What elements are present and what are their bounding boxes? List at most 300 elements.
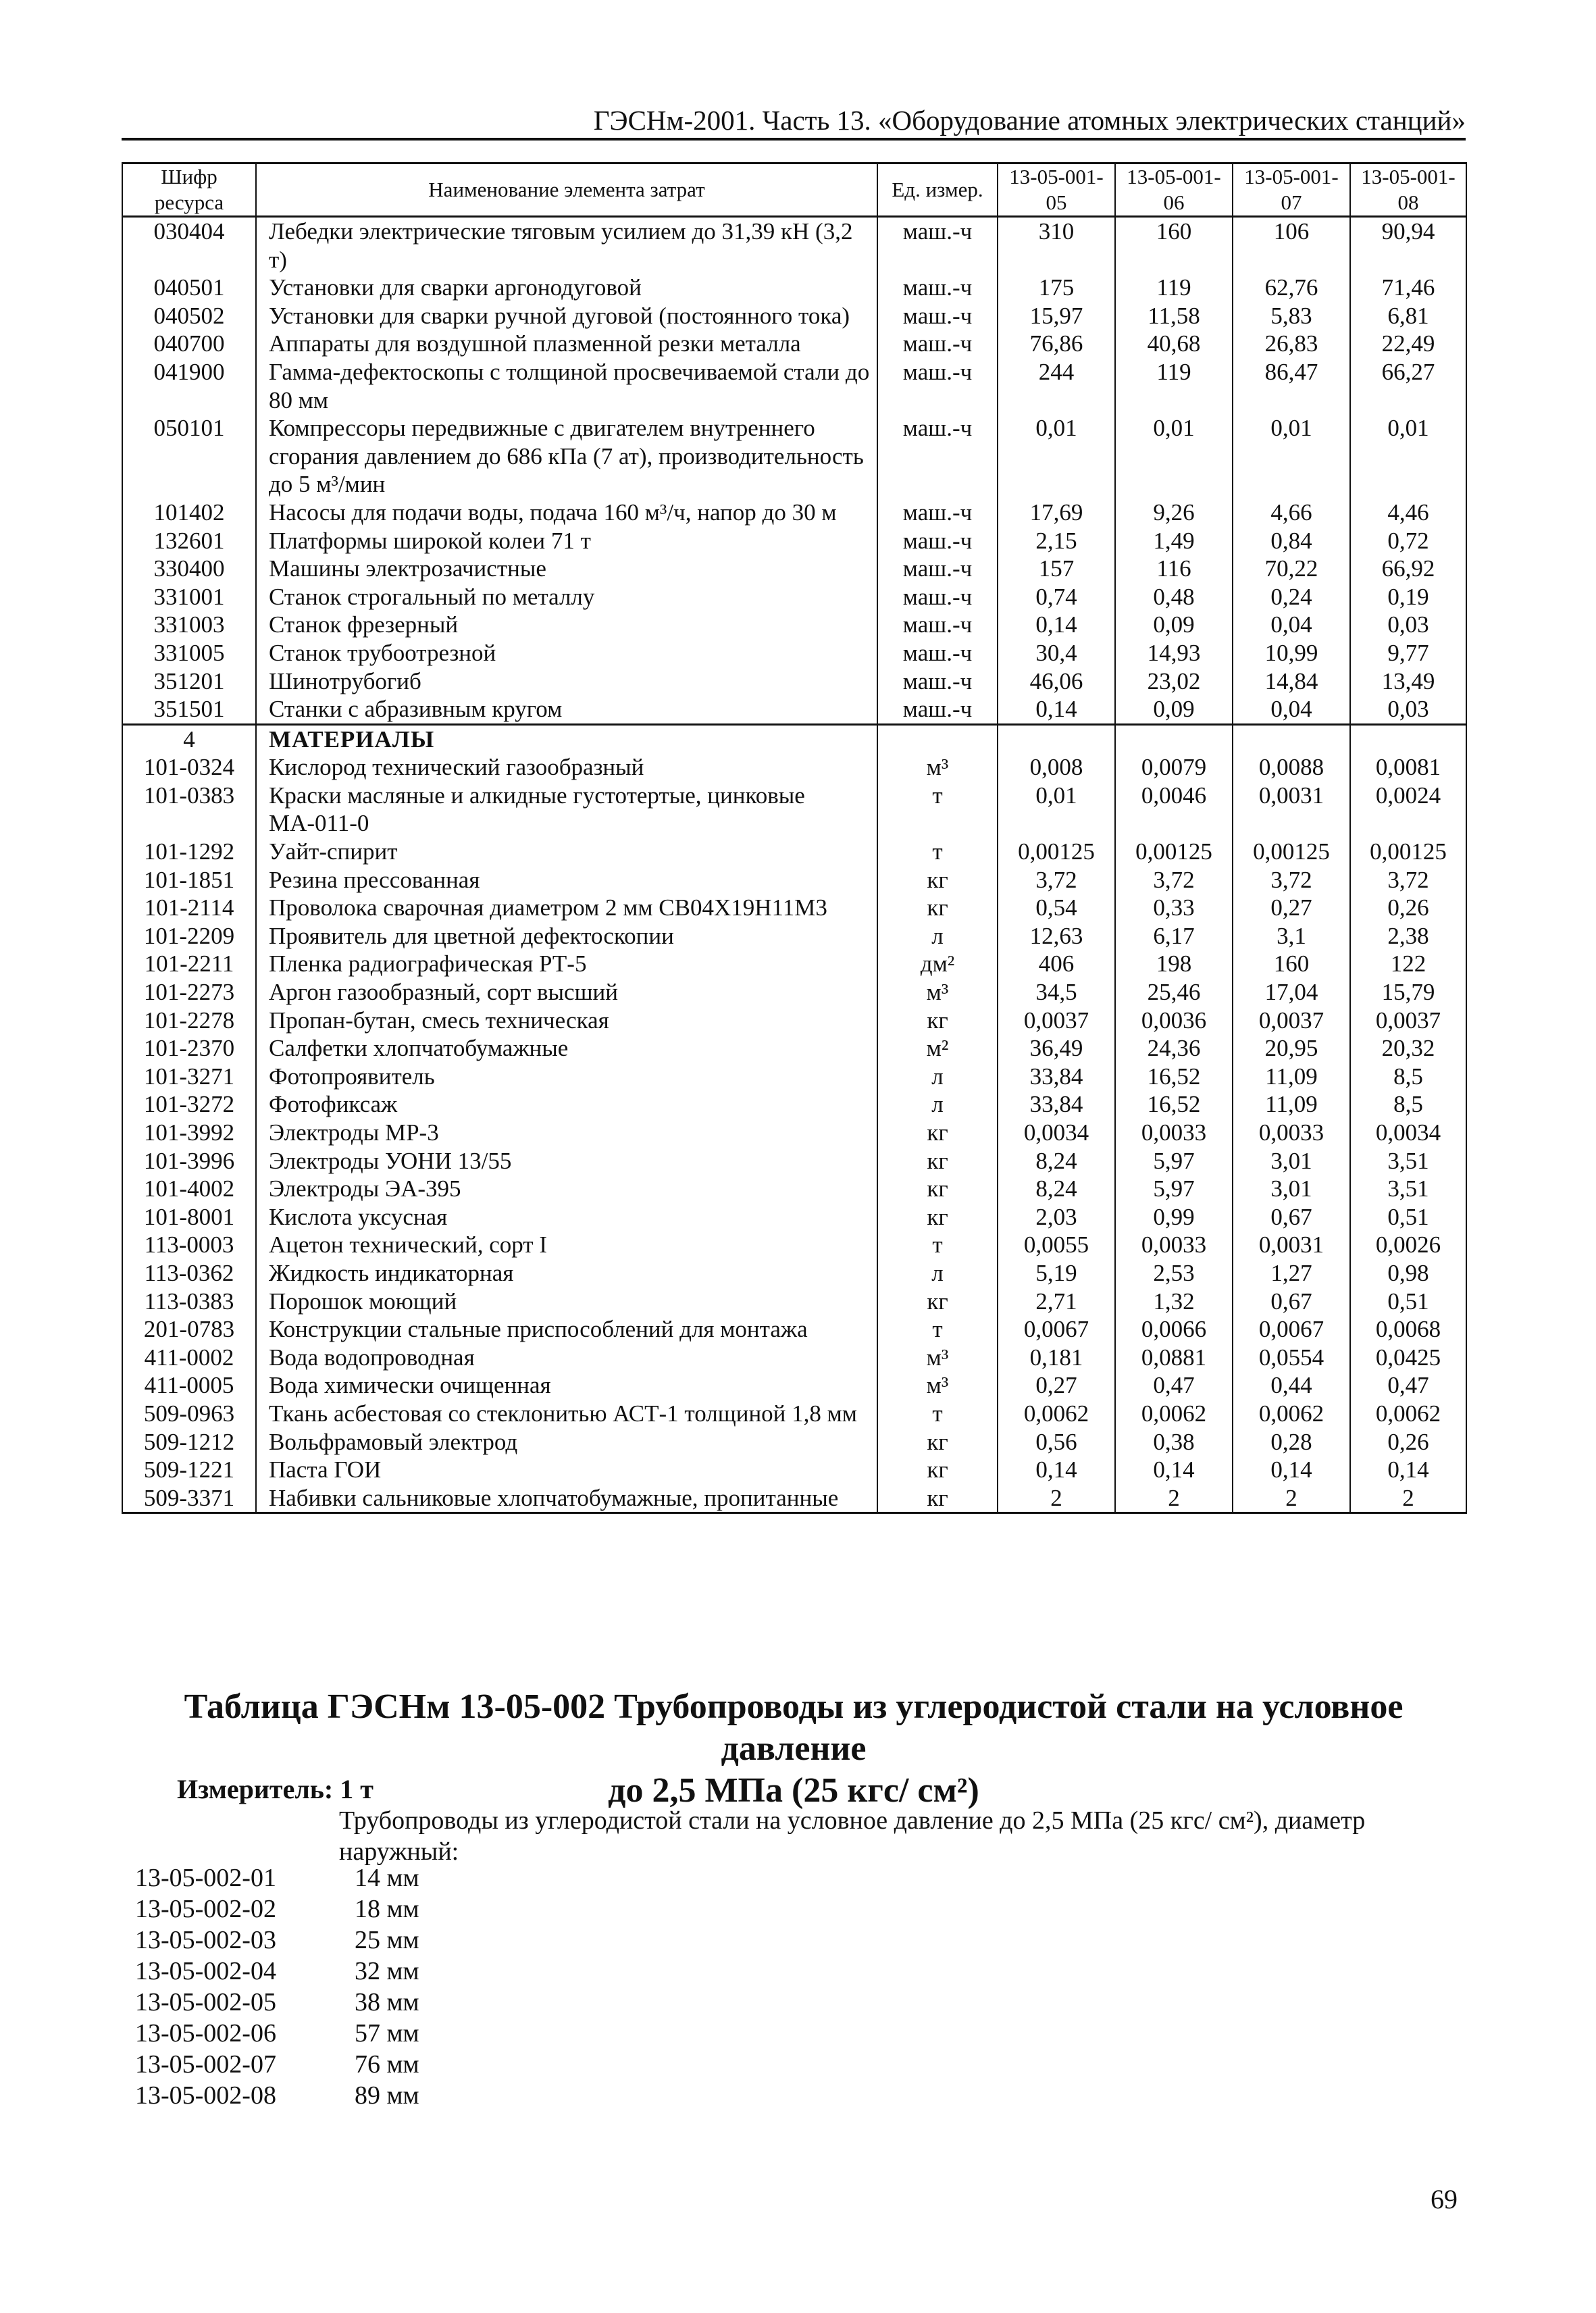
value-cell: 0,0024	[1350, 782, 1466, 838]
value-cell: 0,24	[1233, 583, 1350, 611]
unit-cell: маш.-ч	[877, 414, 998, 499]
value-cell: 119	[1115, 274, 1233, 302]
resource-name-cell: Станки с абразивным кругом	[256, 695, 877, 724]
resource-code-cell: 201-0783	[122, 1315, 256, 1344]
resource-name-cell: Кислота уксусная	[256, 1203, 877, 1231]
variant-list	[135, 1862, 419, 2111]
value-cell: 33,84	[998, 1090, 1115, 1119]
value-cell: 2	[1350, 1484, 1466, 1513]
resource-code-cell: 113-0003	[122, 1231, 256, 1259]
value-cell: 0,0068	[1350, 1315, 1466, 1344]
value-cell: 0,56	[998, 1428, 1115, 1456]
resource-code-cell: 101-3272	[122, 1090, 256, 1119]
resource-name-cell: Установки для сварки аргонодуговой	[256, 274, 877, 302]
value-cell: 2,53	[1115, 1259, 1233, 1288]
value-cell: 20,32	[1350, 1034, 1466, 1063]
value-cell: 0,01	[998, 414, 1115, 499]
value-cell: 10,99	[1233, 639, 1350, 667]
value-cell: 0,00125	[998, 838, 1115, 866]
value-cell	[1233, 724, 1350, 753]
variant-item	[135, 2080, 419, 2111]
table-row	[122, 639, 1466, 667]
value-cell: 0,0055	[998, 1231, 1115, 1259]
unit-cell: л	[877, 1063, 998, 1091]
value-cell: 0,03	[1350, 695, 1466, 724]
resource-name-cell: Аргон газообразный, сорт высший	[256, 978, 877, 1007]
value-cell: 0,72	[1350, 527, 1466, 555]
resource-code-cell: 509-3371	[122, 1484, 256, 1513]
variant-code: 13-05-002-05	[135, 1988, 276, 2016]
value-cell: 0,00125	[1233, 838, 1350, 866]
value-cell: 90,94	[1350, 217, 1466, 274]
table-row	[122, 838, 1466, 866]
resource-code-cell: 101-0324	[122, 753, 256, 782]
table-row	[122, 217, 1466, 274]
value-cell: 2,38	[1350, 922, 1466, 950]
value-cell: 0,0554	[1233, 1344, 1350, 1372]
value-cell: 33,84	[998, 1063, 1115, 1091]
resource-code-cell: 101-3271	[122, 1063, 256, 1091]
value-cell: 0,0036	[1115, 1007, 1233, 1035]
value-cell: 0,67	[1233, 1288, 1350, 1316]
resource-code-cell: 101-0383	[122, 782, 256, 838]
resources-table	[122, 162, 1467, 1514]
value-cell: 2,15	[998, 527, 1115, 555]
table-row	[122, 1400, 1466, 1428]
value-cell: 36,49	[998, 1034, 1115, 1063]
unit-cell: кг	[877, 1203, 998, 1231]
variant-code: 13-05-002-02	[135, 1895, 276, 1923]
value-cell: 8,5	[1350, 1090, 1466, 1119]
meter-description: Трубопроводы из углеродистой стали на условное давление до 2,5 МПа (25 кгс/ см²), диаметр наружный:	[339, 1806, 1366, 1866]
resource-name-cell: Порошок моющий	[256, 1288, 877, 1316]
meter-label: Измеритель: 1 т	[177, 1774, 374, 1804]
table-row	[122, 330, 1466, 358]
table-row	[122, 527, 1466, 555]
resource-name-cell: Жидкость индикаторная	[256, 1259, 877, 1288]
unit-cell: маш.-ч	[877, 527, 998, 555]
variant-item	[135, 2049, 419, 2080]
value-cell: 71,46	[1350, 274, 1466, 302]
value-cell: 116	[1115, 555, 1233, 583]
value-cell: 406	[998, 950, 1115, 978]
table-row	[122, 1315, 1466, 1344]
value-cell: 0,74	[998, 583, 1115, 611]
value-cell: 3,51	[1350, 1147, 1466, 1175]
value-cell: 6,81	[1350, 302, 1466, 330]
value-cell: 0,03	[1350, 611, 1466, 639]
value-cell: 40,68	[1115, 330, 1233, 358]
resource-name-cell: Станок строгальный по металлу	[256, 583, 877, 611]
unit-cell: маш.-ч	[877, 330, 998, 358]
unit-cell: м³	[877, 978, 998, 1007]
value-cell: 0,01	[998, 782, 1115, 838]
table-row	[122, 1288, 1466, 1316]
value-cell: 12,63	[998, 922, 1115, 950]
resource-code-cell: 101-2370	[122, 1034, 256, 1063]
unit-cell: кг	[877, 1007, 998, 1035]
resource-name-cell: Фотофиксаж	[256, 1090, 877, 1119]
value-cell: 13,49	[1350, 667, 1466, 696]
resource-code-cell: 411-0002	[122, 1344, 256, 1372]
value-cell: 8,24	[998, 1175, 1115, 1203]
table-row	[122, 753, 1466, 782]
resource-code-cell: 101-2114	[122, 894, 256, 922]
value-cell: 1,49	[1115, 527, 1233, 555]
variant-code: 13-05-002-01	[135, 1864, 276, 1892]
value-cell: 0,0079	[1115, 753, 1233, 782]
value-cell: 70,22	[1233, 555, 1350, 583]
value-cell: 160	[1115, 217, 1233, 274]
unit-cell: л	[877, 1259, 998, 1288]
value-cell: 0,01	[1115, 414, 1233, 499]
value-cell: 0,54	[998, 894, 1115, 922]
table-row	[122, 1231, 1466, 1259]
resource-name-cell: МАТЕРИАЛЫ	[256, 724, 877, 753]
value-cell: 8,5	[1350, 1063, 1466, 1091]
resource-code-cell: 4	[122, 724, 256, 753]
resource-code-cell: 101-2211	[122, 950, 256, 978]
value-cell: 6,17	[1115, 922, 1233, 950]
value-cell: 160	[1233, 950, 1350, 978]
unit-cell: кг	[877, 1428, 998, 1456]
unit-cell: маш.-ч	[877, 302, 998, 330]
value-cell: 0,26	[1350, 894, 1466, 922]
resource-code-cell: 351201	[122, 667, 256, 696]
value-cell: 0,0033	[1233, 1119, 1350, 1147]
value-cell	[1350, 724, 1466, 753]
value-cell: 11,09	[1233, 1063, 1350, 1091]
resource-code-cell: 050101	[122, 414, 256, 499]
value-cell: 0,008	[998, 753, 1115, 782]
variant-diameter: 89 мм	[355, 2081, 419, 2110]
table-row	[122, 1034, 1466, 1063]
variant-item	[135, 1925, 419, 1956]
value-cell: 0,00125	[1115, 838, 1233, 866]
table-row	[122, 950, 1466, 978]
value-cell: 0,0062	[1350, 1400, 1466, 1428]
resource-code-cell: 101-3996	[122, 1147, 256, 1175]
resource-code-cell: 101-8001	[122, 1203, 256, 1231]
table-row	[122, 611, 1466, 639]
resource-name-cell: Электроды МР-3	[256, 1119, 877, 1147]
resource-name-cell: Вода водопроводная	[256, 1344, 877, 1372]
resource-code-cell: 113-0383	[122, 1288, 256, 1316]
resource-code-cell: 330400	[122, 555, 256, 583]
table-row	[122, 1371, 1466, 1400]
value-cell	[1115, 724, 1233, 753]
column-header: Шифр ресурса	[122, 163, 256, 217]
value-cell: 0,67	[1233, 1203, 1350, 1231]
variant-diameter: 38 мм	[355, 1988, 419, 2016]
resource-name-cell: Компрессоры передвижные с двигателем внутреннего сгорания давлением до 686 кПа (7 ат), производительность до 5 м³/мин	[256, 414, 877, 499]
value-cell: 0,04	[1233, 695, 1350, 724]
unit-cell: маш.-ч	[877, 667, 998, 696]
resource-code-cell: 101-2278	[122, 1007, 256, 1035]
value-cell: 1,32	[1115, 1288, 1233, 1316]
value-cell: 2,03	[998, 1203, 1115, 1231]
variant-item	[135, 2018, 419, 2049]
resource-name-cell: Паста ГОИ	[256, 1456, 877, 1484]
value-cell: 1,27	[1233, 1259, 1350, 1288]
value-cell: 0,51	[1350, 1288, 1466, 1316]
value-cell: 0,09	[1115, 611, 1233, 639]
value-cell: 17,69	[998, 499, 1115, 527]
value-cell: 16,52	[1115, 1063, 1233, 1091]
value-cell: 0,98	[1350, 1259, 1466, 1288]
resource-code-cell: 101-1851	[122, 866, 256, 894]
resource-name-cell: Ткань асбестовая со стеклонитью АСТ-1 толщиной 1,8 мм	[256, 1400, 877, 1428]
resource-code-cell: 101-2273	[122, 978, 256, 1007]
resource-code-cell: 113-0362	[122, 1259, 256, 1288]
table-row	[122, 414, 1466, 499]
value-cell: 0,19	[1350, 583, 1466, 611]
value-cell: 0,0046	[1115, 782, 1233, 838]
value-cell: 4,66	[1233, 499, 1350, 527]
value-cell: 23,02	[1115, 667, 1233, 696]
resource-code-cell: 040700	[122, 330, 256, 358]
resource-name-cell: Аппараты для воздушной плазменной резки металла	[256, 330, 877, 358]
value-cell: 0,01	[1233, 414, 1350, 499]
value-cell: 20,95	[1233, 1034, 1350, 1063]
value-cell: 30,4	[998, 639, 1115, 667]
table-row	[122, 274, 1466, 302]
value-cell: 2	[1233, 1484, 1350, 1513]
value-cell: 0,47	[1115, 1371, 1233, 1400]
value-cell: 0,0033	[1115, 1231, 1233, 1259]
value-cell: 198	[1115, 950, 1233, 978]
value-cell: 0,0033	[1115, 1119, 1233, 1147]
resource-code-cell: 101402	[122, 499, 256, 527]
value-cell: 3,51	[1350, 1175, 1466, 1203]
value-cell: 244	[998, 358, 1115, 414]
value-cell: 4,46	[1350, 499, 1466, 527]
resource-name-cell: Пленка радиографическая РТ-5	[256, 950, 877, 978]
section-title-line: Таблица ГЭСНм 13-05-002 Трубопроводы из углеродистой стали на условное давление	[184, 1687, 1404, 1768]
table-row	[122, 1456, 1466, 1484]
resource-name-cell: Вода химически очищенная	[256, 1371, 877, 1400]
column-header: 13-05-001-07	[1233, 163, 1350, 217]
variant-code: 13-05-002-07	[135, 2050, 276, 2079]
value-cell: 11,58	[1115, 302, 1233, 330]
variant-code: 13-05-002-06	[135, 2019, 276, 2048]
resource-code-cell: 331005	[122, 639, 256, 667]
unit-cell: маш.-ч	[877, 274, 998, 302]
resource-name-cell: Станок трубоотрезной	[256, 639, 877, 667]
value-cell: 26,83	[1233, 330, 1350, 358]
resource-name-cell: Ацетон технический, сорт I	[256, 1231, 877, 1259]
value-cell: 3,72	[1115, 866, 1233, 894]
value-cell: 14,84	[1233, 667, 1350, 696]
table-row	[122, 1203, 1466, 1231]
unit-cell: м²	[877, 1034, 998, 1063]
resource-name-cell: Кислород технический газообразный	[256, 753, 877, 782]
unit-cell: маш.-ч	[877, 358, 998, 414]
section-row	[122, 724, 1466, 753]
value-cell: 0,0031	[1233, 1231, 1350, 1259]
table-row	[122, 583, 1466, 611]
resource-code-cell: 331003	[122, 611, 256, 639]
variant-item	[135, 1862, 419, 1893]
value-cell: 0,0062	[1233, 1400, 1350, 1428]
value-cell: 15,97	[998, 302, 1115, 330]
unit-cell: маш.-ч	[877, 217, 998, 274]
table-row	[122, 555, 1466, 583]
value-cell: 0,27	[998, 1371, 1115, 1400]
variant-diameter: 18 мм	[355, 1895, 419, 1923]
unit-cell: кг	[877, 1175, 998, 1203]
resource-code-cell: 041900	[122, 358, 256, 414]
unit-cell: л	[877, 922, 998, 950]
table-body	[122, 217, 1466, 1513]
value-cell: 0,28	[1233, 1428, 1350, 1456]
table-row	[122, 667, 1466, 696]
table-row	[122, 1259, 1466, 1288]
resource-name-cell: Пропан-бутан, смесь техническая	[256, 1007, 877, 1035]
value-cell: 0,0881	[1115, 1344, 1233, 1372]
value-cell: 0,0067	[998, 1315, 1115, 1344]
value-cell: 3,01	[1233, 1147, 1350, 1175]
value-cell: 106	[1233, 217, 1350, 274]
resource-name-cell: Салфетки хлопчатобумажные	[256, 1034, 877, 1063]
table-row	[122, 978, 1466, 1007]
value-cell: 175	[998, 274, 1115, 302]
unit-cell: кг	[877, 1484, 998, 1513]
resource-code-cell: 101-1292	[122, 838, 256, 866]
resource-name-cell: Вольфрамовый электрод	[256, 1428, 877, 1456]
value-cell: 0,0088	[1233, 753, 1350, 782]
value-cell: 0,38	[1115, 1428, 1233, 1456]
unit-cell: дм²	[877, 950, 998, 978]
section-title-line: до 2,5 МПа (25 кгс/ см²)	[608, 1771, 979, 1810]
variant-code: 13-05-002-08	[135, 2081, 276, 2110]
value-cell: 3,1	[1233, 922, 1350, 950]
value-cell: 157	[998, 555, 1115, 583]
unit-cell: маш.-ч	[877, 555, 998, 583]
resource-name-cell: Гамма-дефектоскопы с толщиной просвечиваемой стали до 80 мм	[256, 358, 877, 414]
unit-cell: т	[877, 782, 998, 838]
column-header: 13-05-001-05	[998, 163, 1115, 217]
table-header-row	[122, 163, 1466, 217]
unit-cell: маш.-ч	[877, 499, 998, 527]
value-cell: 0,0081	[1350, 753, 1466, 782]
resource-name-cell: Уайт-спирит	[256, 838, 877, 866]
value-cell: 2	[998, 1484, 1115, 1513]
resource-code-cell: 411-0005	[122, 1371, 256, 1400]
resource-name-cell: Краски масляные и алкидные густотертые, цинковые МА-011-0	[256, 782, 877, 838]
resource-name-cell: Станок фрезерный	[256, 611, 877, 639]
column-header: 13-05-001-06	[1115, 163, 1233, 217]
value-cell: 66,27	[1350, 358, 1466, 414]
value-cell: 46,06	[998, 667, 1115, 696]
unit-cell: м³	[877, 1344, 998, 1372]
value-cell: 0,09	[1115, 695, 1233, 724]
table-row	[122, 1119, 1466, 1147]
unit-cell: маш.-ч	[877, 611, 998, 639]
value-cell: 15,79	[1350, 978, 1466, 1007]
table-row	[122, 302, 1466, 330]
value-cell: 11,09	[1233, 1090, 1350, 1119]
unit-cell: м³	[877, 1371, 998, 1400]
variant-item	[135, 1987, 419, 2018]
value-cell: 0,14	[1233, 1456, 1350, 1484]
value-cell: 24,36	[1115, 1034, 1233, 1063]
unit-cell: л	[877, 1090, 998, 1119]
value-cell: 119	[1115, 358, 1233, 414]
variant-diameter: 76 мм	[355, 2050, 419, 2079]
value-cell: 0,0026	[1350, 1231, 1466, 1259]
value-cell: 310	[998, 217, 1115, 274]
value-cell: 25,46	[1115, 978, 1233, 1007]
table-row	[122, 866, 1466, 894]
value-cell: 34,5	[998, 978, 1115, 1007]
page-number: 69	[1431, 2184, 1458, 2214]
value-cell: 2,71	[998, 1288, 1115, 1316]
value-cell: 5,97	[1115, 1175, 1233, 1203]
value-cell: 0,44	[1233, 1371, 1350, 1400]
resource-code-cell: 101-3992	[122, 1119, 256, 1147]
resource-name-cell: Машины электрозачистные	[256, 555, 877, 583]
resource-code-cell: 132601	[122, 527, 256, 555]
value-cell: 0,0037	[998, 1007, 1115, 1035]
value-cell: 0,0034	[998, 1119, 1115, 1147]
resource-name-cell: Конструкции стальные приспособлений для монтажа	[256, 1315, 877, 1344]
table-row	[122, 695, 1466, 724]
value-cell: 3,72	[1233, 866, 1350, 894]
unit-cell: кг	[877, 866, 998, 894]
value-cell: 9,77	[1350, 639, 1466, 667]
table-row	[122, 1175, 1466, 1203]
running-header: ГЭСНм-2001. Часть 13. «Оборудование атомных электрических станций»	[122, 105, 1466, 141]
value-cell: 0,01	[1350, 414, 1466, 499]
resource-name-cell: Лебедки электрические тяговым усилием до 31,39 кН (3,2 т)	[256, 217, 877, 274]
unit-cell: маш.-ч	[877, 695, 998, 724]
value-cell: 0,99	[1115, 1203, 1233, 1231]
value-cell: 0,0037	[1350, 1007, 1466, 1035]
column-header: 13-05-001-08	[1350, 163, 1466, 217]
table-row	[122, 499, 1466, 527]
unit-cell: кг	[877, 1288, 998, 1316]
value-cell: 0,51	[1350, 1203, 1466, 1231]
value-cell: 0,14	[1115, 1456, 1233, 1484]
variant-diameter: 32 мм	[355, 1957, 419, 1985]
value-cell: 5,97	[1115, 1147, 1233, 1175]
resource-name-cell: Электроды ЭА-395	[256, 1175, 877, 1203]
value-cell: 0,14	[1350, 1456, 1466, 1484]
unit-cell: м³	[877, 753, 998, 782]
value-cell: 0,0062	[1115, 1400, 1233, 1428]
resource-code-cell: 509-1221	[122, 1456, 256, 1484]
table-row	[122, 782, 1466, 838]
unit-cell: кг	[877, 1456, 998, 1484]
variant-code: 13-05-002-03	[135, 1926, 276, 1954]
table-row	[122, 922, 1466, 950]
value-cell: 0,84	[1233, 527, 1350, 555]
value-cell: 3,72	[998, 866, 1115, 894]
resource-name-cell: Насосы для подачи воды, подача 160 м³/ч, напор до 30 м	[256, 499, 877, 527]
value-cell: 62,76	[1233, 274, 1350, 302]
value-cell: 0,47	[1350, 1371, 1466, 1400]
unit-cell: маш.-ч	[877, 639, 998, 667]
table-row	[122, 1063, 1466, 1091]
value-cell: 0,04	[1233, 611, 1350, 639]
unit-cell: т	[877, 1231, 998, 1259]
table-row	[122, 1007, 1466, 1035]
variant-diameter: 14 мм	[355, 1864, 419, 1892]
column-header: Наименование элемента затрат	[256, 163, 877, 217]
value-cell: 9,26	[1115, 499, 1233, 527]
table-row	[122, 1484, 1466, 1513]
